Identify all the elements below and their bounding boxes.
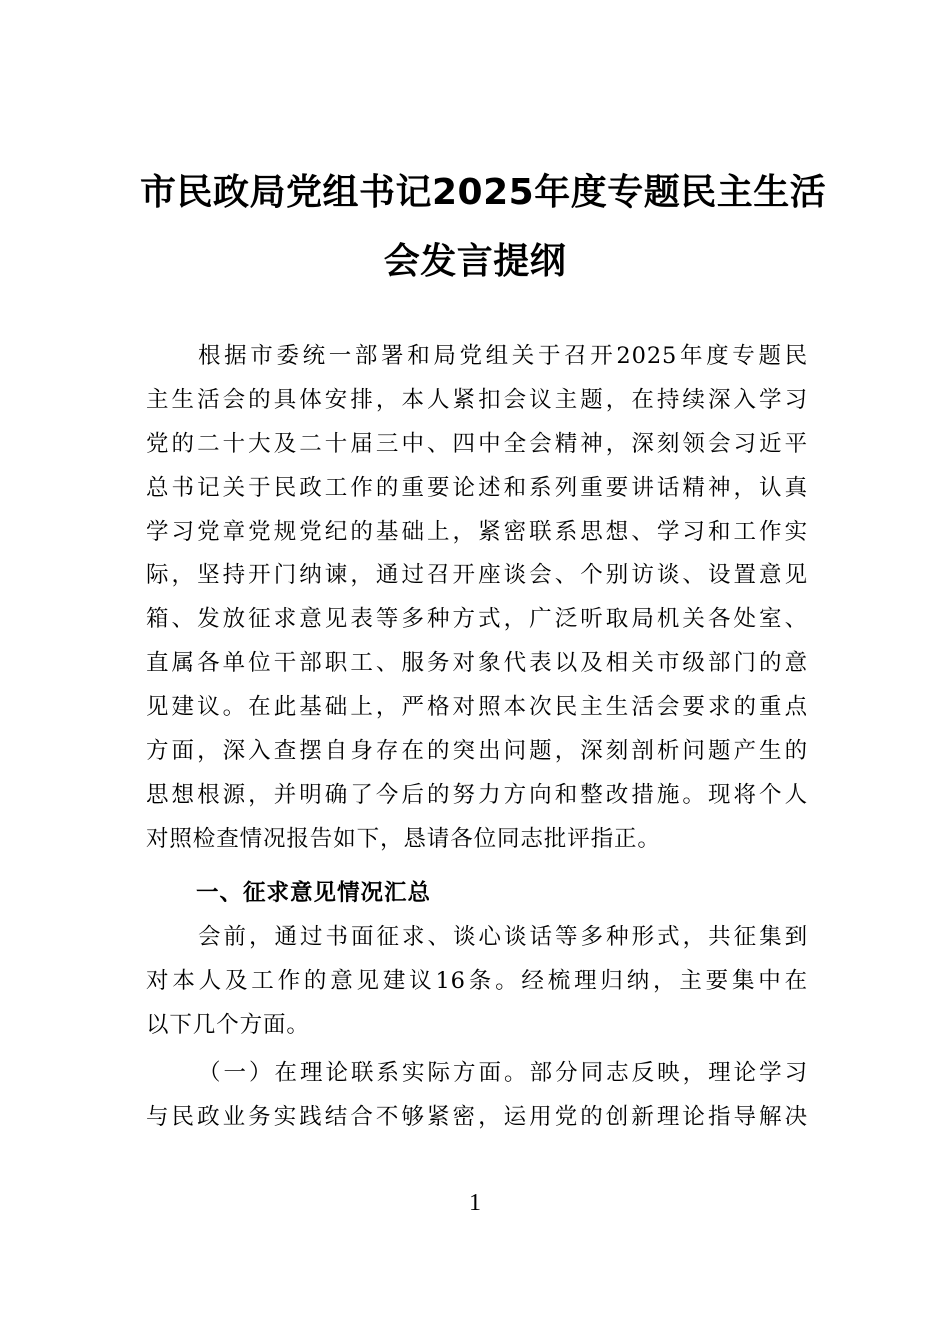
document-title-line1: 市民政局党组书记2025年度专题民主生活 (140, 172, 827, 213)
paragraph-line: 箱、发放征求意见表等多种方式，广泛听取局机关各处室、 (146, 606, 808, 633)
section-heading-1: 一、征求意见情况汇总 (196, 880, 432, 906)
paragraph-line: 与民政业务实践结合不够紧密，运用党的创新理论指导解决 (146, 1103, 808, 1130)
document-title-line2: 会发言提纲 (383, 241, 567, 282)
paragraph-line: 会前，通过书面征求、谈心谈话等多种形式，共征集到 (198, 924, 808, 950)
section-1-paragraph (146, 916, 808, 1048)
paragraph-line: 思想根源，并明确了今后的努力方向和整改措施。现将个人 (146, 781, 808, 808)
paragraph-line: 以下几个方面。 (146, 1011, 310, 1038)
subsection-1-paragraph (146, 1052, 808, 1140)
paragraph-line (146, 1052, 808, 1096)
paragraph-line: 总书记关于民政工作的重要论述和系列重要讲话精神，认真 (146, 474, 808, 501)
paragraph-line: 方面，深入查摆自身存在的突出问题，深刻剖析问题产生的 (146, 738, 808, 765)
intro-paragraph (146, 335, 808, 862)
paragraph-line: 对照检查情况报告如下，恳请各位同志批评指正。 (146, 825, 661, 852)
paragraph-line: 对本人及工作的意见建议16条。经梳理归纳，主要集中在 (146, 967, 808, 994)
paragraph-line: 主生活会的具体安排，本人紧扣会议主题，在持续深入学习 (146, 386, 808, 413)
paragraph-line-text: 部分同志反映，理论学习 (529, 1060, 809, 1086)
paragraph-line: 际，坚持开门纳谏，通过召开座谈会、个别访谈、设置意见 (146, 562, 808, 589)
paragraph-line: 直属各单位干部职工、服务对象代表以及相关市级部门的意 (146, 650, 808, 677)
paragraph-line: 见建议。在此基础上，严格对照本次民主生活会要求的重点 (146, 694, 808, 721)
paragraph-line: 学习党章党规党纪的基础上，紧密联系思想、学习和工作实 (146, 518, 808, 545)
paragraph-line: 根据市委统一部署和局党组关于召开2025年度专题民 (198, 343, 808, 369)
page-number: 1 (469, 1190, 481, 1216)
paragraph-line: 党的二十大及二十届三中、四中全会精神，深刻领会习近平 (146, 430, 808, 457)
subsection-heading: （一）在理论联系实际方面。 (198, 1060, 530, 1086)
